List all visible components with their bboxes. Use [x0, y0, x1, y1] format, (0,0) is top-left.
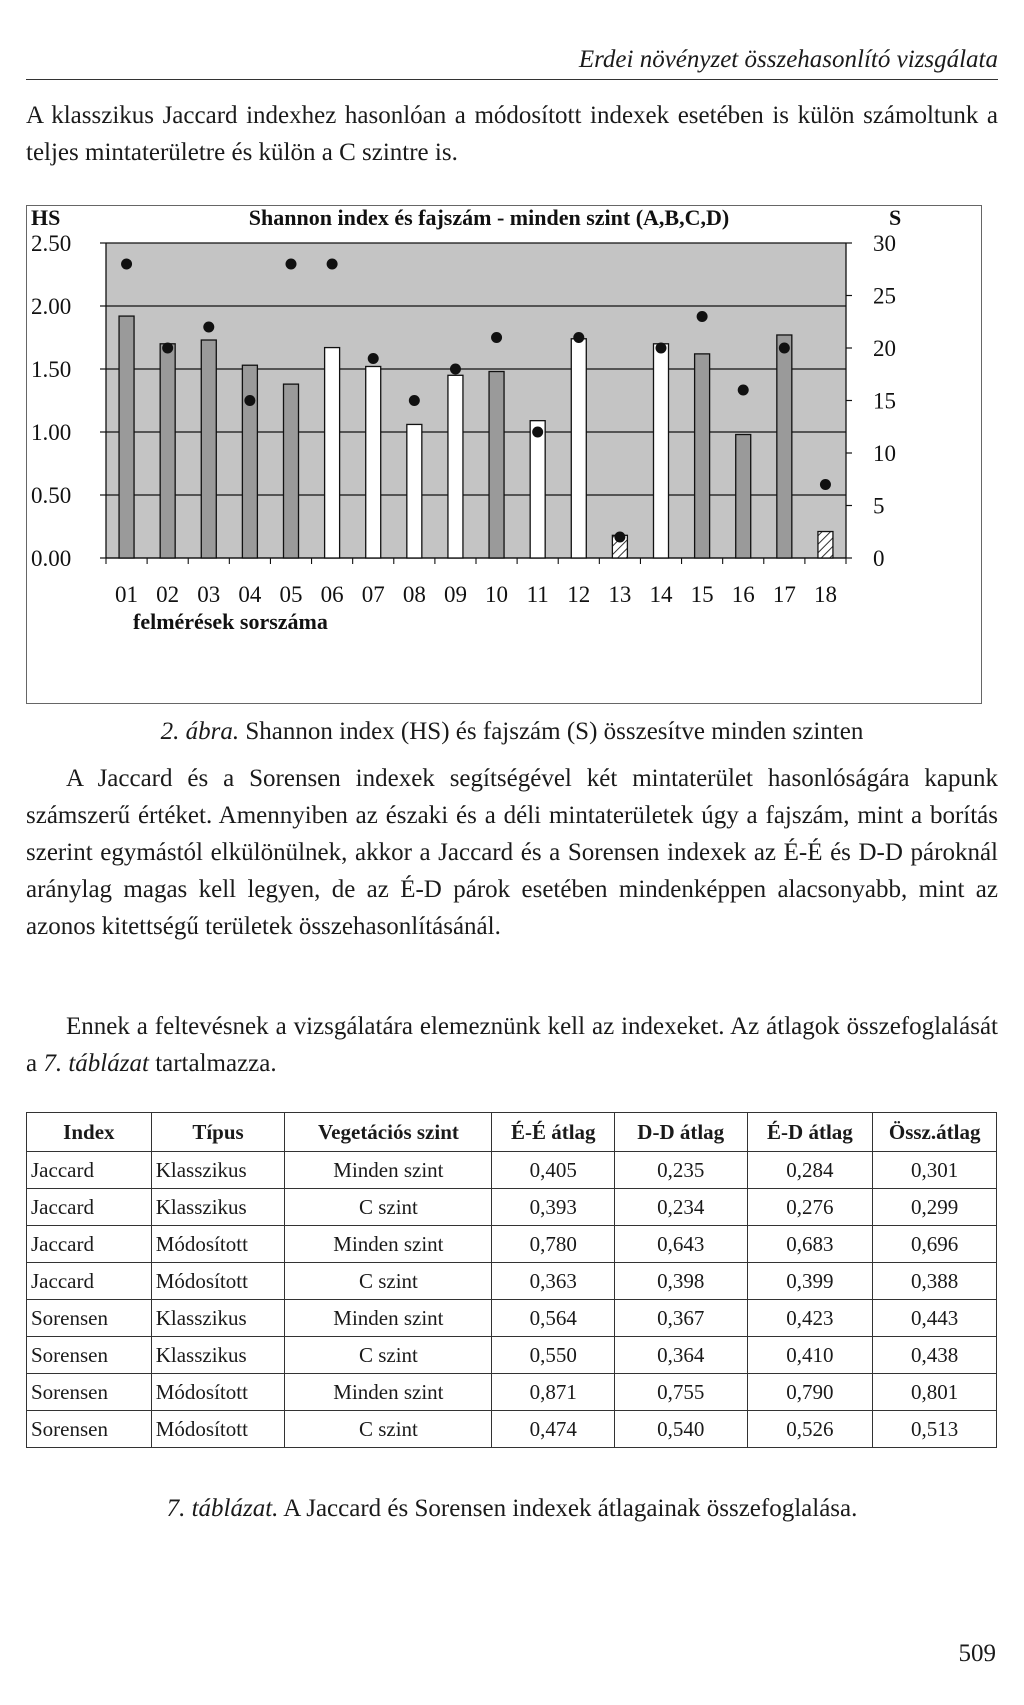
table-cell: Jaccard	[27, 1226, 152, 1263]
hs-bar	[325, 348, 340, 558]
right-tick-label: 30	[873, 231, 896, 256]
table-cell: 0,423	[747, 1300, 873, 1337]
p3-text-post: tartalmazza.	[148, 1050, 277, 1077]
right-tick-label: 15	[873, 388, 896, 414]
x-tick-label: 04	[238, 582, 262, 607]
s-dot	[491, 332, 502, 343]
s-dot	[121, 259, 132, 270]
x-axis-title: felmérések sorszáma	[133, 609, 328, 634]
s-dot	[409, 395, 420, 406]
shannon-chart	[27, 206, 981, 703]
hs-bar	[160, 344, 175, 558]
table-header-row	[27, 1113, 997, 1152]
hs-bar	[818, 532, 833, 558]
right-tick-label: 5	[873, 493, 885, 519]
table-cell: Jaccard	[27, 1263, 152, 1300]
table-cell: 0,393	[492, 1189, 615, 1226]
right-tick-label: 10	[873, 441, 896, 466]
table-cell: 0,398	[614, 1263, 747, 1300]
hs-bar	[530, 421, 545, 558]
table-cell: Klasszikus	[151, 1337, 285, 1374]
hs-bar	[242, 365, 257, 558]
x-tick-label: 06	[320, 582, 344, 607]
table-cell: 0,696	[873, 1226, 997, 1263]
table-cell: C szint	[285, 1263, 492, 1300]
table-cell: Minden szint	[285, 1226, 492, 1263]
table-cell: 0,443	[873, 1300, 997, 1337]
left-tick-label: 1.50	[31, 357, 72, 382]
header-vegetacios-szint: Vegetációs szint	[285, 1113, 492, 1152]
table-cell: 0,643	[614, 1226, 747, 1263]
left-tick-label: 2.00	[31, 294, 72, 319]
hs-bar	[201, 340, 216, 558]
p3-text-pre: Ennek a feltevésnek a vizsgálatára elemeznünk kell az indexeket. Az átlagok összefoglalását a	[26, 1013, 998, 1077]
s-dot	[697, 311, 708, 322]
left-tick-label: 0.00	[31, 546, 72, 571]
table-cell: 0,550	[492, 1337, 615, 1374]
table-cell: 0,364	[614, 1337, 747, 1374]
right-tick-label: 20	[873, 336, 896, 361]
paragraph-intro: A klasszikus Jaccard indexhez hasonlóan a módosított indexek esetében is külön számoltunk a teljes mintaterületre és külön a C szintre is.	[26, 102, 998, 166]
hs-bar	[366, 366, 381, 558]
table-cell: 0,438	[873, 1337, 997, 1374]
table-cell: C szint	[285, 1337, 492, 1374]
table-cell: 0,367	[614, 1300, 747, 1337]
table-cell: 0,388	[873, 1263, 997, 1300]
figure-caption	[0, 718, 1024, 746]
table-row	[27, 1300, 997, 1337]
header-tipus: Típus	[151, 1113, 285, 1152]
s-dot	[286, 259, 297, 270]
x-tick-label: 12	[567, 582, 591, 607]
x-tick-label: 09	[443, 582, 467, 607]
chart-frame	[26, 205, 982, 704]
table-cell: Klasszikus	[151, 1152, 285, 1189]
hs-bar	[777, 335, 792, 558]
x-tick-label: 01	[115, 582, 139, 607]
paragraph-jaccard-sorensen: A Jaccard és a Sorensen indexek segítségével két mintaterület hasonlóságára kapunk számszerű értéket. Amennyiben az északi és a déli mintaterületek úgy a fajszám, mint a borítás szerint egymástól elkülönülnek, akkor a Jaccard és a Sorensen indexek az É-É és D-D pároknál aránylag magas kell legyen, de az É-D párok esetében mindenképpen alacsonyabb, mint az azonos kitettségű területek összehasonlításánál.	[26, 765, 998, 940]
table-cell: 0,301	[873, 1152, 997, 1189]
table-cell: 0,399	[747, 1263, 873, 1300]
paragraph-table-ref	[26, 1008, 998, 1082]
table-cell: Módosított	[151, 1226, 285, 1263]
table-cell: 0,780	[492, 1226, 615, 1263]
p3-table-ref: 7. táblázat	[43, 1050, 149, 1077]
s-dot	[532, 427, 543, 438]
hs-bar	[407, 424, 422, 558]
table-caption-text: A Jaccard és Sorensen indexek átlagainak összefoglalása.	[278, 1495, 858, 1522]
table-cell: 0,801	[873, 1374, 997, 1411]
s-dot	[614, 532, 625, 543]
running-header: Erdei növényzet összehasonlító vizsgálata	[578, 46, 998, 73]
table-cell: 0,755	[614, 1374, 747, 1411]
x-tick-label: 14	[649, 582, 673, 607]
table-cell: 0,234	[614, 1189, 747, 1226]
x-tick-label: 16	[731, 582, 755, 607]
table-cell: 0,540	[614, 1411, 747, 1448]
figure-caption-text: Shannon index (HS) és fajszám (S) összesítve minden szinten	[239, 718, 864, 745]
x-tick-label: 05	[279, 582, 303, 607]
s-dot	[450, 364, 461, 375]
table-row	[27, 1411, 997, 1448]
left-tick-label: 1.00	[31, 420, 72, 445]
hs-bar	[736, 435, 751, 558]
table-cell: 0,276	[747, 1189, 873, 1226]
x-tick-label: 13	[608, 582, 632, 607]
table-cell: 0,235	[614, 1152, 747, 1189]
table-cell: Klasszikus	[151, 1189, 285, 1226]
table-cell: C szint	[285, 1189, 492, 1226]
table-row	[27, 1226, 997, 1263]
table-cell: 0,526	[747, 1411, 873, 1448]
table-cell: 0,410	[747, 1337, 873, 1374]
chart-title: Shannon index és fajszám - minden szint (A,B,C,D)	[248, 206, 730, 230]
page-number: 509	[958, 1640, 996, 1667]
s-dot	[656, 343, 667, 354]
table-cell: Jaccard	[27, 1189, 152, 1226]
x-tick-label: 03	[197, 582, 221, 607]
table-cell: 0,871	[492, 1374, 615, 1411]
table-cell: 0,513	[873, 1411, 997, 1448]
table-cell: 0,363	[492, 1263, 615, 1300]
table-cell: Minden szint	[285, 1152, 492, 1189]
table-cell: Módosított	[151, 1263, 285, 1300]
table-cell: 0,564	[492, 1300, 615, 1337]
table-caption	[0, 1495, 1024, 1523]
plot-area	[106, 243, 846, 558]
header-ossz-atlag: Össz.átlag	[873, 1113, 997, 1152]
left-tick-label: 0.50	[31, 483, 72, 508]
table-cell: Módosított	[151, 1374, 285, 1411]
table-row	[27, 1152, 997, 1189]
header-dd-atlag: D-D átlag	[614, 1113, 747, 1152]
x-tick-label: 18	[813, 582, 837, 607]
y-right-axis-title: S	[889, 206, 902, 230]
table-cell: Minden szint	[285, 1374, 492, 1411]
table-cell: Sorensen	[27, 1411, 152, 1448]
table-caption-number: 7. táblázat.	[166, 1495, 279, 1522]
s-dot	[820, 479, 831, 490]
table-cell: Sorensen	[27, 1300, 152, 1337]
x-tick-label: 15	[690, 582, 714, 607]
table-cell: Klasszikus	[151, 1300, 285, 1337]
table-cell: C szint	[285, 1411, 492, 1448]
table-cell: 0,790	[747, 1374, 873, 1411]
hs-bar	[448, 375, 463, 558]
table-cell: 0,299	[873, 1189, 997, 1226]
table-cell: 0,405	[492, 1152, 615, 1189]
s-dot	[779, 343, 790, 354]
right-tick-label: 0	[873, 546, 885, 571]
s-dot	[327, 259, 338, 270]
table-row	[27, 1189, 997, 1226]
y-left-axis-title: HS	[31, 206, 61, 230]
s-dot	[573, 332, 584, 343]
s-dot	[738, 385, 749, 396]
hs-bar	[695, 354, 710, 558]
hs-bar	[489, 372, 504, 558]
table-cell: Minden szint	[285, 1300, 492, 1337]
table-row	[27, 1263, 997, 1300]
x-tick-label: 08	[402, 582, 426, 607]
table-row	[27, 1337, 997, 1374]
table-cell: Sorensen	[27, 1337, 152, 1374]
header-ee-atlag: É-É átlag	[492, 1113, 615, 1152]
x-tick-label: 17	[772, 582, 796, 607]
table-cell: Módosított	[151, 1411, 285, 1448]
x-tick-label: 02	[156, 582, 180, 607]
hs-bar	[571, 339, 586, 558]
table-cell: 0,284	[747, 1152, 873, 1189]
figure-caption-number: 2. ábra.	[160, 718, 240, 745]
s-dot	[203, 322, 214, 333]
table-cell: 0,474	[492, 1411, 615, 1448]
s-dot	[162, 343, 173, 354]
header-index: Index	[27, 1113, 152, 1152]
s-dot	[368, 353, 379, 364]
s-dot	[244, 395, 255, 406]
index-table	[26, 1112, 997, 1448]
x-tick-label: 07	[361, 582, 385, 607]
table-cell: 0,683	[747, 1226, 873, 1263]
hs-bar	[119, 316, 134, 558]
x-tick-label: 11	[526, 582, 549, 607]
x-tick-label: 10	[485, 582, 509, 607]
table-cell: Sorensen	[27, 1374, 152, 1411]
hs-bar	[284, 384, 299, 558]
left-tick-label: 2.50	[31, 231, 72, 256]
header-ed-atlag: É-D átlag	[747, 1113, 873, 1152]
table-row	[27, 1374, 997, 1411]
hs-bar	[654, 344, 669, 558]
header-rule	[26, 79, 998, 80]
right-tick-label: 25	[873, 283, 896, 309]
table-cell: Jaccard	[27, 1152, 152, 1189]
